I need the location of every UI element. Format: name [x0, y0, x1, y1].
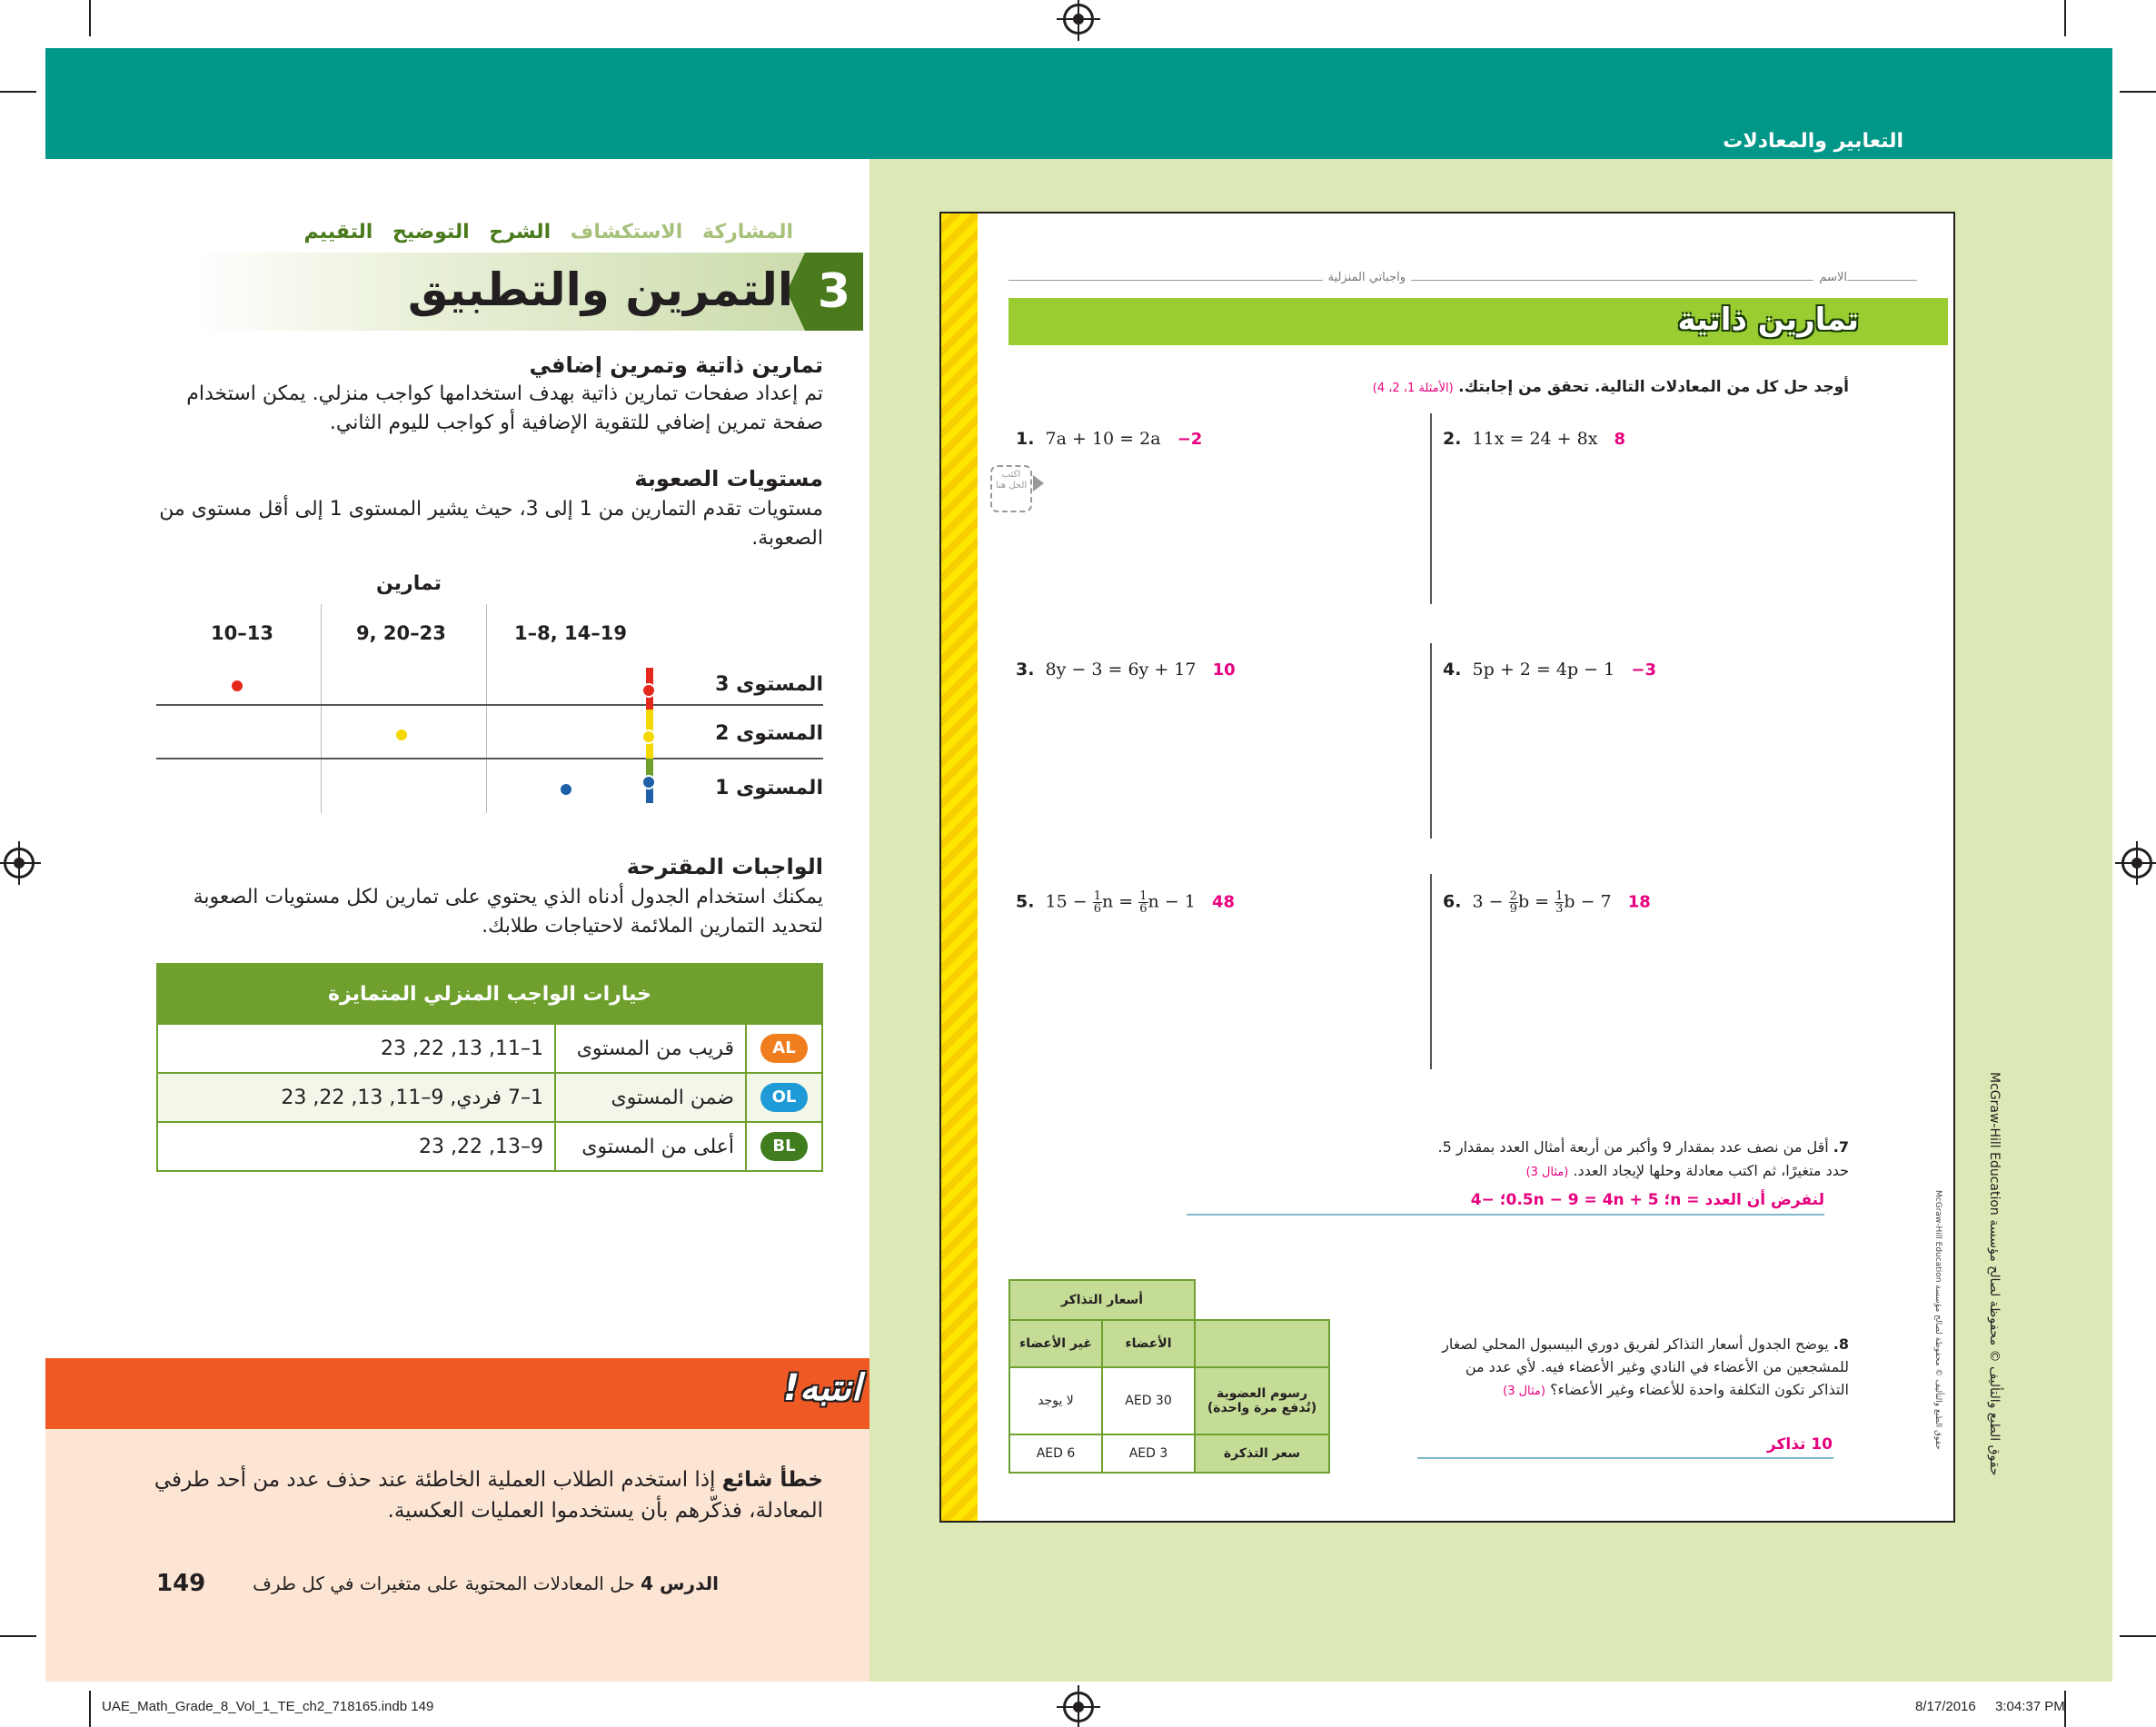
sheet-title: تمارين ذاتية	[1677, 302, 1859, 338]
self-practice-text: تم إعداد صفحات تمارين ذاتية بهدف استخدامها كواجب منزلي. يمكن استخدام صفحة تمرين إضافي للتقوية الإضافية أو كواجب لليوم الثاني.	[186, 382, 823, 434]
answer: −3	[1631, 660, 1656, 680]
crop-mark	[2120, 1635, 2156, 1637]
level-2-label: المستوى 2	[715, 722, 823, 745]
table-row	[157, 1073, 822, 1122]
section-title: التمرين والتطبيق	[407, 263, 793, 316]
answer-line	[1187, 1214, 1824, 1216]
problem-5: 5. 15 − $\frac{1}{6}$ n = $\frac{1}{6}$ n − 1 48	[1016, 889, 1236, 916]
problem-4: 4. 5p + 2 = 4p − 1 −3	[1443, 660, 1656, 680]
crop-mark	[89, 1691, 91, 1727]
answer: 8	[1614, 430, 1626, 449]
crop-mark	[2120, 91, 2156, 93]
copyright-inner: حقوق الطبع والتأليف © محفوظة لصالح مؤسسة McGraw-Hill Education	[1933, 1190, 1942, 1450]
level-1-dot	[641, 775, 656, 789]
level-cell: ضمن المستوى	[555, 1073, 746, 1122]
answer: 48	[1212, 892, 1236, 912]
col-members: الأعضاء	[1102, 1320, 1195, 1367]
stage-evaluate: التقييم	[303, 221, 373, 243]
stage-explore: الاستكشاف	[570, 221, 683, 243]
exercise-col-3: 10–13	[211, 622, 273, 644]
name-label: الاسم	[1813, 271, 1847, 284]
level-cell: قريب من المستوى	[555, 1024, 746, 1073]
fraction: $\frac{1}{3}$	[1555, 889, 1564, 916]
problem-3: 3. 8y − 3 = 6y + 17 10	[1016, 660, 1236, 680]
level-1-label: المستوى 1	[715, 777, 823, 799]
grid-line	[486, 604, 487, 813]
table-cell: AED 3	[1102, 1434, 1195, 1473]
level-2-dot	[394, 728, 409, 742]
homework-options-table	[156, 963, 823, 1172]
crop-mark	[0, 91, 36, 93]
level-3-label: المستوى 3	[715, 673, 823, 696]
exercises-label: تمارين	[376, 572, 442, 595]
table-cell: AED 6	[1009, 1434, 1102, 1473]
problem-8: 8. يوضح الجدول أسعار التذاكر لفريق دوري البيسبول المحلي لصغار للمشجعين من الأعضاء في النادي وغير الأعضاء فيه. لأي عدد من التذاكر تكون التكلفة واحدة للأعضاء وغير الأعضاء؟ (مثال 3)	[1442, 1335, 1849, 1398]
level-3-dot	[641, 683, 656, 698]
difficulty-text: مستويات تقدم التمارين من 1 إلى 3، حيث يشير المستوى 1 إلى أقل مستوى من الصعوبة.	[159, 498, 823, 550]
warning-bar	[45, 1358, 869, 1429]
fraction: $\frac{1}{6}$	[1139, 889, 1148, 916]
problem-8-answer: 10 تذاكر	[1766, 1435, 1833, 1454]
answer: 18	[1627, 892, 1651, 912]
difficulty-heading: مستويات الصعوبة	[634, 466, 823, 491]
bl-badge: BL	[760, 1132, 808, 1161]
print-time: 3:04:37 PM	[1995, 1699, 2065, 1714]
fraction: $\frac{2}{9}$	[1509, 889, 1517, 916]
worksheet-stripe	[941, 213, 978, 1521]
chapter-title: التعابير والمعادلات	[1723, 130, 1903, 153]
items-cell: 1–11, 13, 22, 23	[157, 1024, 555, 1073]
equation: 7a + 10 = 2a	[1045, 429, 1161, 449]
homework-label: واجباتي المنزلية	[1323, 271, 1411, 284]
crop-mark	[89, 0, 91, 36]
row-label: رسوم العضوية (تُدفع مرة واحدة)	[1195, 1367, 1329, 1434]
grid-line	[156, 758, 823, 759]
registration-mark-icon	[1063, 4, 1094, 35]
suggested-heading: الواجبات المقترحة	[626, 854, 823, 879]
grid-line	[156, 704, 823, 706]
equation: 5p + 2 = 4p − 1	[1472, 660, 1615, 680]
level-3-dot	[230, 679, 244, 693]
items-cell: 1–7 فردي, 9–11, 13, 22, 23	[157, 1073, 555, 1122]
name-line	[1008, 280, 1917, 281]
divider	[1430, 413, 1432, 604]
registration-mark-icon	[2121, 848, 2152, 878]
problem-2: 2. 11x = 24 + 8x 8	[1443, 429, 1626, 449]
ol-badge: OL	[760, 1083, 808, 1112]
warning-body: إذا استخدم الطلاب العملية الخاطئة عند حذف عدد من أحد طرفي المعادلة، فذكّرهم بأن يستخدموا العمليات العكسية.	[154, 1468, 823, 1523]
suggested-text: يمكنك استخدام الجدول أدناه الذي يحتوي على تمارين لكل مستويات الصعوبة لتحديد التمارين الملائمة لاحتياجات طلابك.	[193, 886, 823, 938]
crop-mark	[2064, 0, 2066, 36]
equation: 8y − 3 = 6y + 17	[1045, 660, 1197, 680]
table-title: خيارات الواجب المنزلي المتمايزة	[157, 964, 822, 1024]
page-number: 149	[156, 1570, 206, 1597]
print-date: 8/17/2016	[1915, 1699, 1976, 1714]
instructions	[1373, 378, 1849, 396]
problem-7-answer: لنفرض أن العدد = n؛ 0.5n − 9 = 4n + 5؛ −4	[1470, 1191, 1824, 1209]
answer: −2	[1177, 430, 1203, 449]
grid-line	[321, 604, 322, 813]
answer-line	[1417, 1457, 1833, 1459]
self-practice-heading: تمارين ذاتية وتمرين إضافي	[529, 352, 823, 378]
stage-nav	[292, 221, 793, 243]
stage-elaborate: التوضيح	[392, 221, 470, 243]
exercise-col-1: 1–8, 14–19	[514, 622, 627, 644]
items-cell: 9–13, 22, 23	[157, 1122, 555, 1171]
registration-mark-icon	[1063, 1692, 1094, 1722]
copyright-outer: حقوق الطبع والتأليف © محفوظة لصالح مؤسسة McGraw-Hill Education	[1987, 1072, 2002, 1476]
stage-engage: المشاركة	[702, 221, 793, 243]
col-non-members: غير الأعضاء	[1009, 1320, 1102, 1367]
lesson-label: الدرس 4	[641, 1573, 719, 1594]
arrow-right-icon	[1033, 475, 1044, 491]
al-badge: AL	[760, 1034, 808, 1063]
stage-explain: الشرح	[489, 221, 551, 243]
warning-title: انتبه!	[782, 1367, 861, 1409]
answer: 10	[1212, 660, 1236, 680]
warning-label: خطأ شائع	[721, 1468, 823, 1492]
level-2-dot	[641, 730, 656, 744]
equation: 11x = 24 + 8x	[1472, 429, 1598, 449]
instruction-text: أوجد حل كل من المعادلات التالية. تحقق من إجابتك.	[1458, 378, 1849, 396]
write-here-hint: اكتب الحل هنا	[990, 465, 1032, 512]
section-number: 3	[805, 253, 863, 331]
table-row	[157, 1122, 822, 1171]
level-cell: أعلى من المستوى	[555, 1122, 746, 1171]
crop-mark	[0, 1635, 36, 1637]
instruction-ref: (الأمثلة 1، 2، 4)	[1372, 382, 1454, 395]
problem-6: 6. 3 − $\frac{2}{9}$ b = $\frac{1}{3}$ b − 7 18	[1443, 889, 1651, 916]
lesson-footer	[253, 1573, 719, 1594]
fraction: $\frac{1}{6}$	[1093, 889, 1102, 916]
ticket-prices-table	[1008, 1279, 1330, 1474]
table-cell: لا يوجد	[1009, 1367, 1102, 1434]
warning-text	[151, 1464, 823, 1526]
exercise-col-2: 9, 20–23	[356, 622, 446, 644]
table-cell: AED 30	[1102, 1367, 1195, 1434]
problem-1: 1. 7a + 10 = 2a −2	[1016, 429, 1203, 449]
row-label: سعر التذكرة	[1195, 1434, 1329, 1473]
file-info: UAE_Math_Grade_8_Vol_1_TE_ch2_718165.indb 149	[102, 1699, 434, 1714]
divider	[1430, 874, 1432, 1069]
lesson-title: حل المعادلات المحتوية على متغيرات في كل طرف	[253, 1573, 635, 1594]
table-title: أسعار التذاكر	[1009, 1280, 1195, 1320]
registration-mark-icon	[4, 848, 35, 878]
divider	[1430, 643, 1432, 839]
problem-7: 7. أقل من نصف عدد بمقدار 9 وأكبر من أربعة أمثال العدد بمقدار 5. حدد متغيرًا، ثم اكتب معادلة وحلها لإيجاد العدد. (مثال 3)	[1437, 1138, 1849, 1179]
level-1-dot	[559, 782, 573, 797]
table-row	[157, 1024, 822, 1073]
